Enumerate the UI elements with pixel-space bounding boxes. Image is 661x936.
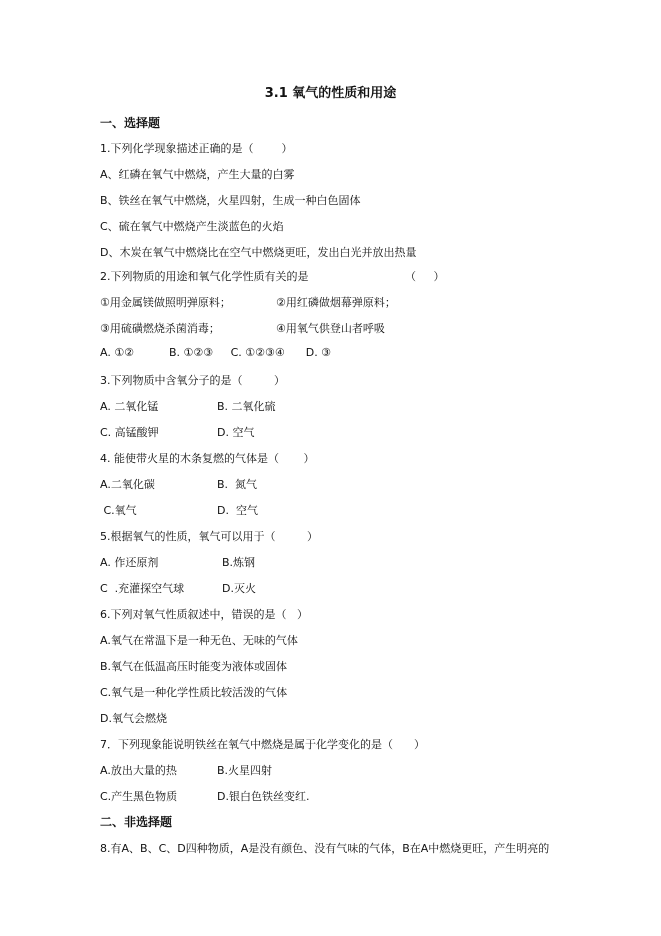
question-6-option-a: A.氧气在常温下是一种无色、无味的气体	[100, 634, 298, 647]
question-6-option-c: C.氧气是一种化学性质比较活泼的气体	[100, 686, 288, 699]
question-4-option-d: D. 空气	[217, 504, 258, 517]
question-2-item-4: ④用氧气供登山者呼吸	[276, 322, 385, 335]
question-5-option-a: A. 作还原剂	[100, 556, 159, 569]
question-1-option-b: B、铁丝在氧气中燃烧，火星四射，生成一种白色固体	[100, 194, 361, 207]
question-5-option-b: B.炼钢	[222, 556, 256, 569]
question-3-stem: 3.下列物质中含氧分子的是（ ）	[100, 374, 285, 387]
question-1-option-a: A、红磷在氧气中燃烧，产生大量的白雾	[100, 168, 295, 181]
question-7-stem: 7．下列现象能说明铁丝在氧气中燃烧是属于化学变化的是（ ）	[100, 738, 425, 751]
question-4-option-c: C.氧气	[100, 504, 137, 517]
question-6-option-d: D.氧气会燃烧	[100, 712, 167, 725]
page-title: 3.1 氧气的性质和用途	[264, 86, 397, 101]
question-4-stem: 4. 能使带火星的木条复燃的气体是（ ）	[100, 452, 315, 465]
question-7-option-d: D.银白色铁丝变红.	[217, 790, 310, 803]
question-5-option-d: D.灭火	[222, 582, 256, 595]
question-7-option-a: A.放出大量的热	[100, 764, 177, 777]
question-5-stem: 5.根据氧气的性质，氧气可以用于（ ）	[100, 530, 318, 543]
question-3-option-d: D. 空气	[217, 426, 255, 439]
question-2-item-1: ①用金属镁做照明弹原料；	[100, 296, 231, 309]
question-2-options: A. ①② B. ①②③ C. ①②③④ D. ③	[100, 346, 332, 359]
question-1-option-d: D、木炭在氧气中燃烧比在空气中燃烧更旺，发出白光并放出热量	[100, 246, 417, 259]
question-3-option-c: C. 高锰酸钾	[100, 426, 159, 439]
question-6-option-b: B.氧气在低温高压时能变为液体或固体	[100, 660, 288, 673]
question-1-option-c: C、硫在氧气中燃烧产生淡蓝色的火焰	[100, 220, 284, 233]
section-heading-choice: 一、选择题	[100, 116, 161, 130]
section-heading-nonchoice: 二、非选择题	[100, 815, 173, 829]
question-4-option-b: B. 氮气	[217, 478, 258, 491]
question-7-option-b: B.火星四射	[217, 764, 273, 777]
question-2-item-2: ②用红磷做烟幕弹原料；	[276, 296, 396, 309]
question-3-option-b: B. 二氧化硫	[217, 400, 276, 413]
question-4-option-a: A.二氧化碳	[100, 478, 155, 491]
question-8-stem: 8.有A、B、C、D四种物质，A是没有颜色、没有气味的气体，B在A中燃烧更旺，产生明亮的	[100, 842, 550, 855]
question-2-stem: 2.下列物质的用途和氧气化学性质有关的是	[100, 270, 309, 283]
question-7-option-c: C.产生黑色物质	[100, 790, 178, 803]
question-3-option-a: A. 二氧化锰	[100, 400, 159, 413]
question-6-stem: 6.下列对氧气性质叙述中，错误的是（ ）	[100, 608, 308, 621]
question-2-answer-paren: （ ）	[405, 270, 445, 283]
question-2-item-3: ③用硫磺燃烧杀菌消毒；	[100, 322, 220, 335]
question-1-stem: 1.下列化学现象描述正确的是（ ）	[100, 142, 293, 155]
question-5-option-c: C .充灌探空气球	[100, 582, 185, 595]
